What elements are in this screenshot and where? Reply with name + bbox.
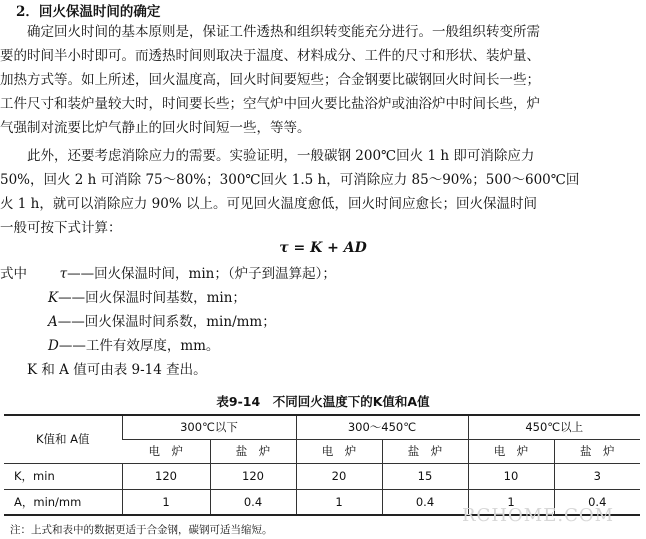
table-cell: 120	[122, 463, 210, 489]
table-cell: 3	[554, 463, 640, 489]
furnace-type: 电 炉	[468, 439, 554, 463]
table-cell: 10	[468, 463, 554, 489]
k-a-table	[4, 414, 640, 516]
definition-tau	[0, 266, 336, 282]
para1-line-5: 气强制对流要比炉气静止的回火时间短一些，等等。	[0, 120, 311, 136]
table-cell: 20	[296, 463, 382, 489]
lookup-sentence: K 和 A 值可由表 9-14 查出。	[0, 362, 207, 378]
temperature-group: 300～450℃	[296, 415, 468, 439]
definition-text: ——工件有效厚度，mm。	[58, 338, 220, 354]
furnace-type: 电 炉	[296, 439, 382, 463]
para2-line-4: 一般可按下式计算：	[0, 220, 122, 236]
furnace-type: 盐 炉	[382, 439, 468, 463]
furnace-type: 盐 炉	[210, 439, 296, 463]
table-cell: 0.4	[210, 489, 296, 515]
furnace-type: 盐 炉	[554, 439, 640, 463]
temperature-group: 300℃以下	[122, 415, 296, 439]
formula: τ = K + AD	[279, 240, 367, 256]
para2-line-2: 50%，回火 2 h 可消除 75～80%；300℃回火 1.5 h，可消除应力 85～90%；500～600℃回	[0, 172, 580, 188]
definition-text: ——回火保温时间，min；（炉子到温算起）；	[67, 266, 336, 282]
para2-line-3: 火 1 h，就可以消除应力 90% 以上。可见回火温度愈低，回火时间应愈长；回火保温时间	[0, 196, 537, 212]
definition-prefix: 式中	[0, 266, 27, 282]
para1-line-1: 确定回火时间的基本原则是，保证工件透热和组织转变能充分进行。一般组织转变所需	[0, 24, 540, 40]
definition-d	[48, 338, 219, 354]
watermark: RCHOME.COM	[462, 505, 615, 526]
section-heading: 2．回火保温时间的确定	[16, 4, 161, 20]
table-note: 注：上式和表中的数据更适于合金钢，碳钢可适当缩短。	[10, 524, 273, 536]
row-header-label: K值和 A值	[4, 415, 122, 463]
definition-k	[48, 290, 246, 306]
row-label: K，min	[4, 463, 122, 489]
definition-text: ——回火保温时间基数，min；	[58, 290, 246, 306]
definition-symbol: K	[48, 290, 59, 306]
table-cell: 15	[382, 463, 468, 489]
definition-symbol: A	[48, 314, 58, 330]
table-cell: 1	[468, 489, 554, 515]
para1-line-2: 要的时间半小时即可。而透热时间则取决于温度、材料成分、工件的尺寸和形状、装炉量、	[0, 48, 540, 64]
para2-line-1: 此外，还要考虑消除应力的需要。实验证明，一般碳钢 200℃回火 1 h 即可消除应力	[0, 148, 535, 164]
definition-symbol: D	[48, 338, 59, 354]
para1-line-4: 工件尺寸和装炉量较大时，时间要长些；空气炉中回火要比盐浴炉或油浴炉中时间长些，炉	[0, 96, 540, 112]
table-cell: 1	[296, 489, 382, 515]
table-cell: 0.4	[382, 489, 468, 515]
table-row	[4, 463, 640, 489]
definition-symbol: τ	[59, 266, 68, 282]
table-caption: 表9-14 不同回火温度下的K值和A值	[216, 394, 430, 409]
definition-a	[48, 314, 276, 330]
table-cell: 0.4	[554, 489, 640, 515]
furnace-type: 电 炉	[122, 439, 210, 463]
table-cell: 1	[122, 489, 210, 515]
temperature-group: 450℃以上	[468, 415, 640, 439]
table-cell: 120	[210, 463, 296, 489]
para1-line-3: 加热方式等。如上所述，回火温度高，回火时间要短些；合金钢要比碳钢回火时间长一些；	[0, 72, 540, 88]
row-label: A，min/mm	[4, 489, 122, 515]
definition-text: ——回火保温时间系数，min/mm；	[57, 314, 276, 330]
